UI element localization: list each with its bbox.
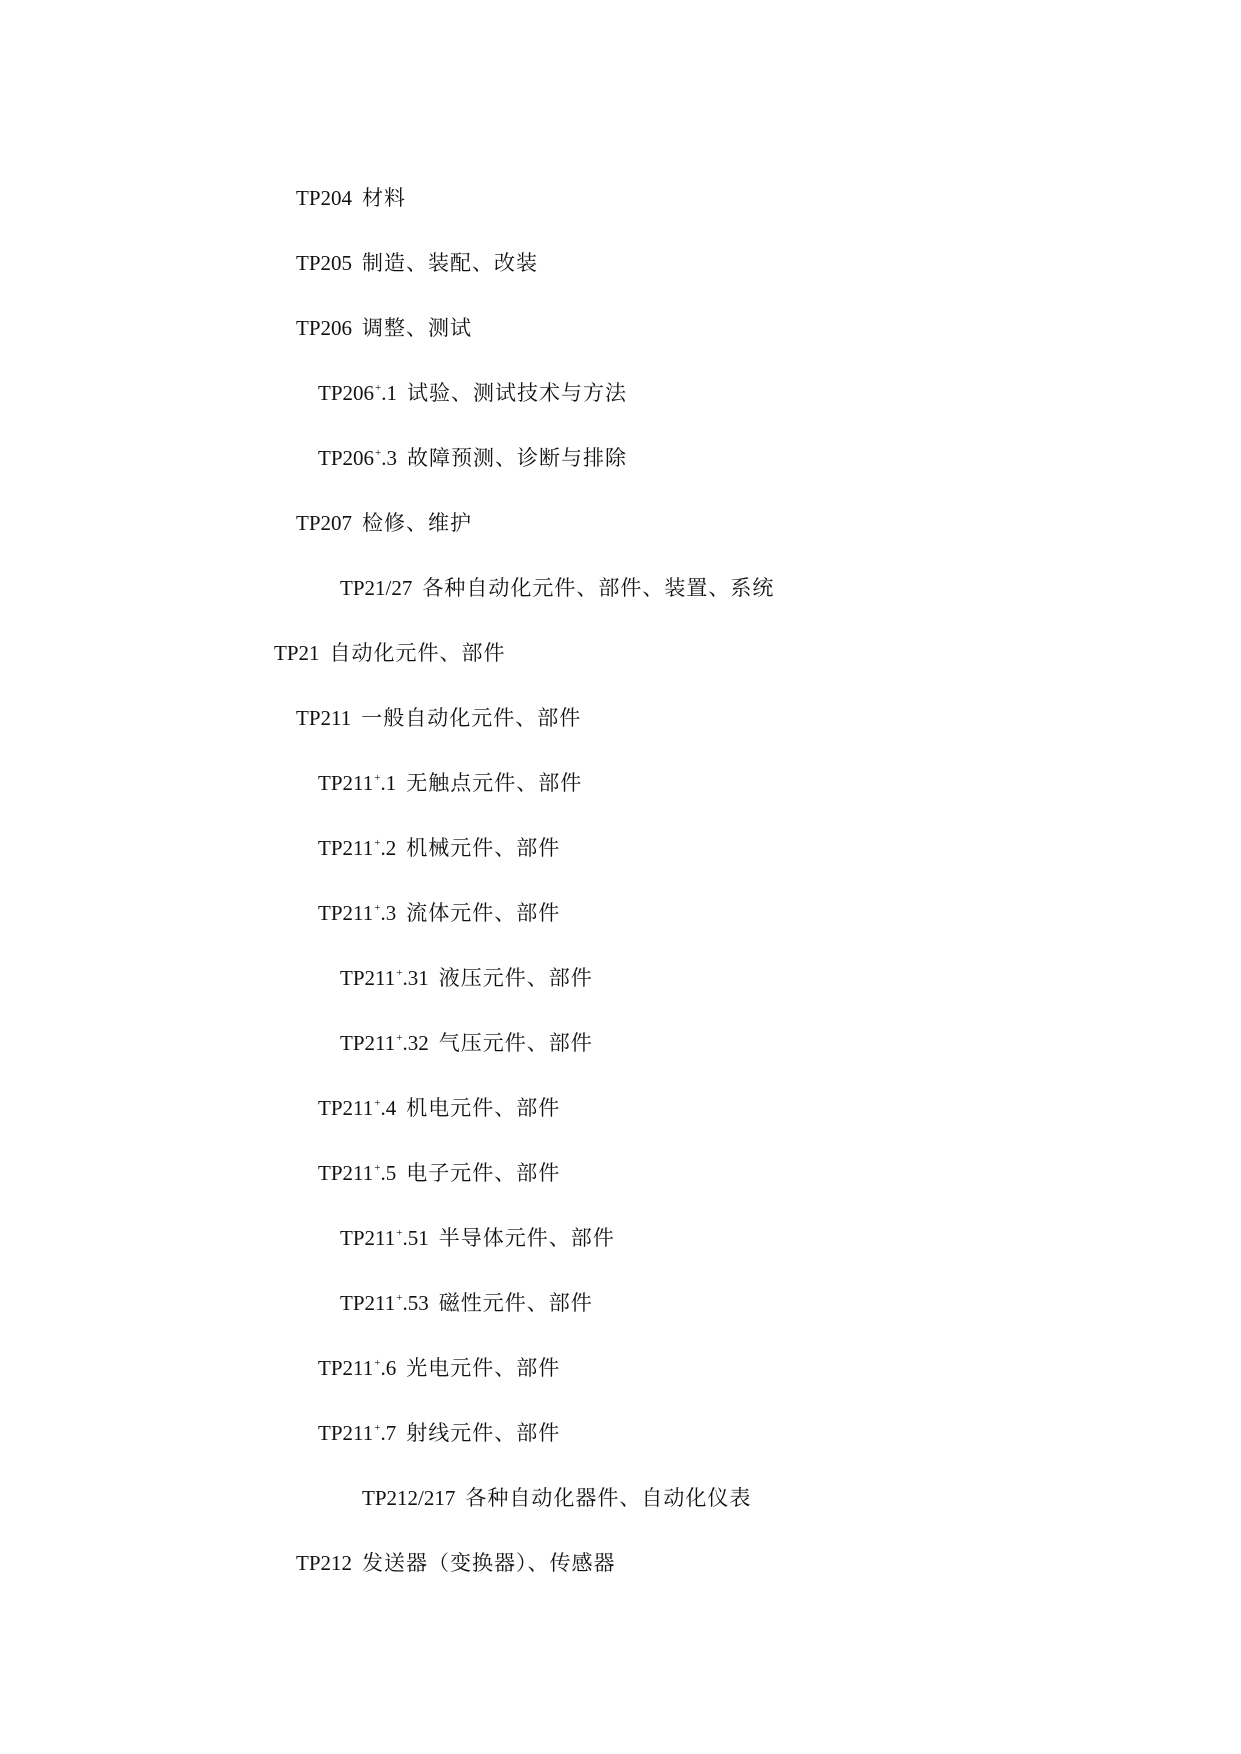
entry-tp21 (274, 639, 506, 667)
entry-tp21-27 (340, 574, 774, 602)
entry-tp206 (296, 314, 472, 342)
entry-title: 制造、装配、改装 (362, 251, 539, 275)
entry-code-superscript: + (374, 1422, 381, 1434)
entry-code-suffix: .5 (380, 1161, 397, 1185)
entry-code: TP211 (318, 901, 374, 925)
entry-code: TP206 (318, 381, 375, 405)
entry-tp211-5 (318, 1159, 560, 1191)
entry-code: TP21 (274, 641, 320, 665)
entry-code-suffix: .6 (380, 1356, 397, 1380)
entry-code: TP211 (340, 1291, 396, 1315)
entry-tp206-1 (318, 379, 627, 411)
entry-tp211-31 (340, 964, 593, 996)
entry-code: TP211 (318, 771, 374, 795)
entry-code-suffix: .51 (402, 1226, 429, 1250)
entry-title: 发送器（变换器）、传感器 (362, 1551, 616, 1575)
entry-code-superscript: + (396, 1227, 403, 1239)
entry-tp211-32 (340, 1029, 593, 1061)
entry-code: TP211 (318, 1421, 374, 1445)
entry-code: TP211 (318, 1356, 374, 1380)
entry-title: 自动化元件、部件 (329, 641, 506, 665)
entry-title: 试验、测试技术与方法 (406, 381, 627, 405)
entry-title: 一般自动化元件、部件 (361, 706, 582, 730)
entry-title: 机械元件、部件 (406, 836, 561, 860)
entry-code: TP211 (296, 706, 352, 730)
entry-code-suffix: .4 (380, 1096, 397, 1120)
entry-code: TP211 (318, 836, 374, 860)
entry-tp211-3 (318, 899, 560, 931)
entry-title: 射线元件、部件 (406, 1421, 561, 1445)
entry-code-superscript: + (396, 967, 403, 979)
entry-tp211-6 (318, 1354, 560, 1386)
entry-code: TP205 (296, 251, 353, 275)
entry-title: 机电元件、部件 (406, 1096, 561, 1120)
entry-code-superscript: + (396, 1032, 403, 1044)
entry-code-superscript: + (374, 1357, 381, 1369)
entry-title: 气压元件、部件 (438, 1031, 593, 1055)
entry-code-suffix: .3 (381, 446, 397, 470)
entry-code-suffix: .1 (380, 771, 397, 795)
entry-code-suffix: .53 (402, 1291, 429, 1315)
entry-code: TP212 (296, 1551, 353, 1575)
entry-code-superscript: + (374, 1162, 381, 1174)
entry-code: TP206 (296, 316, 353, 340)
entry-tp211-1 (318, 769, 582, 801)
entry-tp211-4 (318, 1094, 560, 1126)
entry-title: 材料 (362, 186, 407, 210)
entry-code-superscript: + (375, 447, 382, 459)
entry-title: 电子元件、部件 (406, 1161, 561, 1185)
entry-code: TP206 (318, 446, 375, 470)
entry-title: 磁性元件、部件 (438, 1291, 593, 1315)
entry-code: TP211 (318, 1096, 374, 1120)
entry-code-suffix: .32 (402, 1031, 429, 1055)
entry-title: 光电元件、部件 (406, 1356, 561, 1380)
entry-code-superscript: + (374, 1097, 381, 1109)
entry-code-superscript: + (396, 1292, 403, 1304)
entry-code: TP211 (340, 966, 396, 990)
entry-title: 各种自动化元件、部件、装置、系统 (422, 576, 775, 600)
entry-tp211-51 (340, 1224, 615, 1256)
entry-title: 检修、维护 (362, 511, 473, 535)
entry-code-suffix: .2 (380, 836, 397, 860)
entry-tp211-53 (340, 1289, 593, 1321)
entry-title: 故障预测、诊断与排除 (406, 446, 627, 470)
entry-tp212 (296, 1549, 616, 1577)
entry-code: TP204 (296, 186, 353, 210)
entry-title: 流体元件、部件 (406, 901, 561, 925)
entry-code: TP21/27 (340, 576, 413, 600)
entry-tp211-7 (318, 1419, 560, 1451)
entry-title: 各种自动化器件、自动化仪表 (465, 1486, 752, 1510)
entry-tp211-2 (318, 834, 560, 866)
entry-code-suffix: .7 (380, 1421, 397, 1445)
entry-code-superscript: + (375, 382, 382, 394)
entry-title: 液压元件、部件 (438, 966, 593, 990)
entry-tp206-3 (318, 444, 627, 476)
entry-code: TP211 (340, 1031, 396, 1055)
entry-tp205 (296, 249, 538, 277)
entry-title: 半导体元件、部件 (438, 1226, 615, 1250)
entry-tp207 (296, 509, 472, 537)
entry-code-suffix: .31 (402, 966, 429, 990)
entry-code-suffix: .1 (381, 381, 397, 405)
entry-code: TP212/217 (362, 1486, 456, 1510)
entry-code: TP211 (340, 1226, 396, 1250)
entry-tp211 (296, 704, 581, 732)
entry-tp204 (296, 184, 406, 212)
entry-title: 无触点元件、部件 (406, 771, 583, 795)
entry-title: 调整、测试 (362, 316, 473, 340)
entry-code-superscript: + (374, 837, 381, 849)
entry-code-superscript: + (374, 772, 381, 784)
entry-code-superscript: + (374, 902, 381, 914)
entry-code-suffix: .3 (380, 901, 397, 925)
entry-tp212-217 (362, 1484, 751, 1512)
entry-code: TP211 (318, 1161, 374, 1185)
entry-code: TP207 (296, 511, 353, 535)
